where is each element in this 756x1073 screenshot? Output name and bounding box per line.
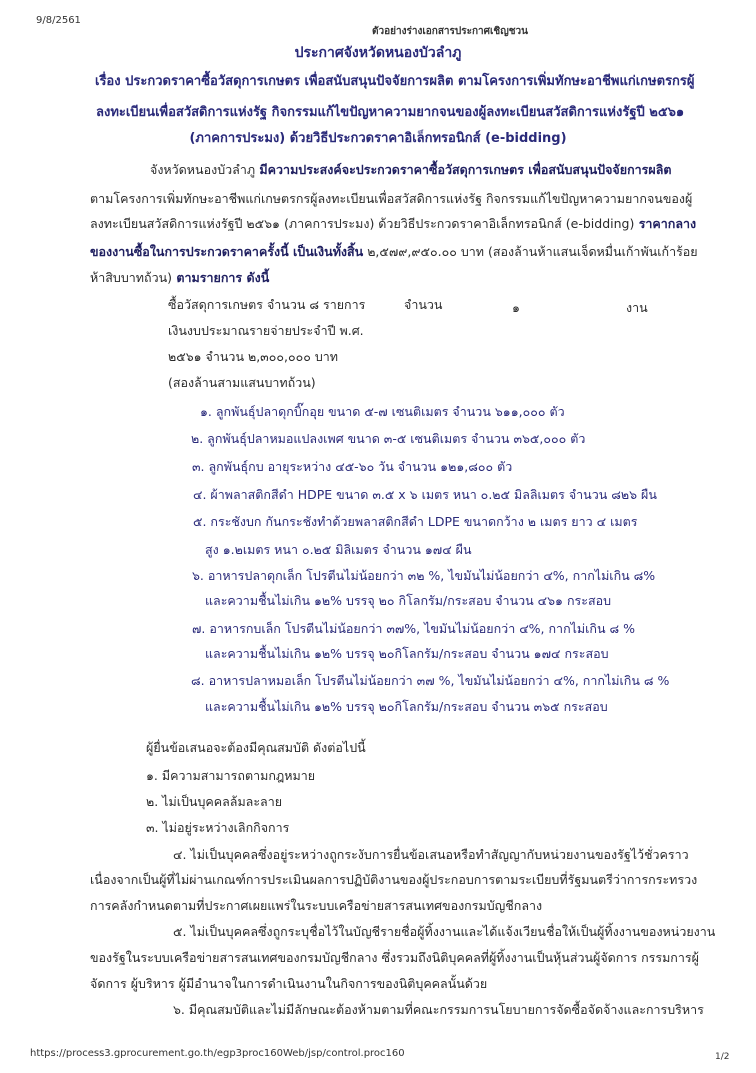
qualifications-heading: ผู้ยื่นข้อเสนอจะต้องมีคุณสมบัติ ดังต่อไปนี้ — [146, 740, 366, 755]
qualification-6: ๖. มีคุณสมบัติและไม่มีลักษณะต้องห้ามตามที่คณะกรรมการนโยบายการจัดซื้อจัดจ้างและการบริหาร — [173, 1002, 704, 1017]
qualification-4-line-3: การคลังกำหนดตามที่ประกาศเผยแพร่ในระบบเครือข่ายสารสนเทศของกรมบัญชีกลาง — [90, 898, 543, 913]
page-title: ประกาศจังหวัดหนองบัวลำภู — [294, 45, 462, 61]
summary-qty-label: จำนวน — [404, 297, 443, 312]
subject-line-3: (ภาคการประมง) ด้วยวิธีประกวดราคาอิเล็กทรอนิกส์ (e-bidding) — [189, 131, 567, 146]
subject-line-1 — [95, 70, 695, 91]
qualification-1: ๑. มีความสามารถตามกฎหมาย — [146, 768, 316, 783]
intro-line-4 — [90, 242, 698, 262]
item-8-line-1: ๘. อาหารปลาหมอเล็ก โปรตีนไม่น้อยกว่า ๓๗ %, ไขมันไม่น้อยกว่า ๔%, กากไม่เกิน ๘ % — [191, 673, 670, 688]
item-7-line-2: และความชื้นไม่เกิน ๑๒% บรรจุ ๒๐กิโลกรัม/กระสอบ จำนวน ๑๗๔ กระสอบ — [205, 646, 609, 661]
print-date: 9/8/2561 — [36, 15, 81, 26]
intro-line-2: ตามโครงการเพิ่มทักษะอาชีพแก่เกษตรกรผู้ลงทะเบียนเพื่อสวัสดิการแห่งรัฐ กิจกรรมแก้ไขปัญหาความยากจนของผู้ — [90, 191, 693, 206]
budget-line-2: ๒๕๖๑ จำนวน ๒,๓๐๐,๐๐๐ บาท — [168, 349, 339, 364]
qualification-5-line-3: จัดการ ผู้บริหาร ผู้มีอำนาจในการดำเนินงานในกิจการของนิติบุคคลนั้นด้วย — [90, 976, 488, 991]
province-name: จังหวัดหนองบัวลำภู — [150, 162, 256, 177]
intro-line-5 — [90, 268, 269, 288]
subject-label: เรื่อง — [95, 74, 121, 89]
draft-label: ตัวอย่างร่างเอกสารประกาศเชิญชวน — [372, 26, 528, 37]
qualification-4-line-2: เนื่องจากเป็นผู้ที่ไม่ผ่านเกณฑ์การประเมินผลการปฏิบัติงานของผู้ประกอบการตามระเบียบที่รัฐมนตรีว่าการกระทรวง — [90, 872, 698, 887]
item-5-line-2: สูง ๑.๒เมตร หนา ๐.๒๕ มิลิเมตร จำนวน ๑๗๔ ผืน — [205, 542, 472, 557]
intro-text-5b: ตามรายการ ดังนี้ — [172, 270, 270, 285]
intro-text-3b: ราคากลาง — [634, 216, 697, 231]
intro-total-amount: ๒,๕๗๙,๙๕๐.๐๐ บาท (สองล้านห้าแสนเจ็ดหมื่นเก้าพันเก้าร้อย — [363, 244, 698, 259]
item-2: ๒. ลูกพันธุ์ปลาหมอแปลงเพศ ขนาด ๓-๕ เซนติเมตร จำนวน ๓๖๕,๐๐๐ ตัว — [191, 431, 586, 446]
summary-qty: ๑ — [512, 300, 520, 315]
item-1: ๑. ลูกพันธุ์ปลาดุกบิ๊กอุย ขนาด ๕-๗ เซนติเมตร จำนวน ๖๑๑,๐๐๐ ตัว — [200, 404, 565, 419]
item-3: ๓. ลูกพันธุ์กบ อายุระหว่าง ๔๕-๖๐ วัน จำนวน ๑๒๑,๘๐๐ ตัว — [192, 459, 513, 474]
page-number: 1/2 — [715, 1052, 730, 1062]
intro-text-1: มีความประสงค์จะประกวดราคาซื้อวัสดุการเกษตร เพื่อสนับสนุนปัจจัยการผลิต — [255, 162, 672, 177]
intro-line-1 — [150, 160, 671, 180]
budget-line-3: (สองล้านสามแสนบาทถ้วน) — [168, 375, 316, 390]
intro-text-4a: ของงานซื้อในการประกวดราคาครั้งนี้ เป็นเงินทั้งสิ้น — [90, 244, 364, 259]
item-6-line-1: ๖. อาหารปลาดุกเล็ก โปรตีนไม่น้อยกว่า ๓๒ %, ไขมันไม่น้อยกว่า ๔%, กากไม่เกิน ๘% — [192, 568, 656, 583]
budget-line-1: เงินงบประมาณรายจ่ายประจำปี พ.ศ. — [168, 323, 364, 338]
item-8-line-2: และความชื้นไม่เกิน ๑๒% บรรจุ ๒๐กิโลกรัม/กระสอบ จำนวน ๓๖๕ กระสอบ — [205, 699, 608, 714]
subject-line-2: ลงทะเบียนเพื่อสวัสดิการแห่งรัฐ กิจกรรมแก้ไขปัญหาความยากจนของผู้ลงทะเบียนสวัสดิการแห่งรัฐปี ๒๕๖๑ — [96, 105, 685, 120]
qualification-3: ๓. ไม่อยู่ระหว่างเลิกกิจการ — [146, 820, 290, 835]
summary-unit: งาน — [626, 300, 648, 315]
summary-label: ซื้อวัสดุการเกษตร จำนวน ๘ รายการ — [168, 297, 366, 312]
source-url-link[interactable]: https://process3.gprocurement.go.th/egp3proc160Web/jsp/control.proc160 — [30, 1048, 405, 1059]
qualification-5-line-1: ๕. ไม่เป็นบุคคลซึ่งถูกระบุชื่อไว้ในบัญชีรายชื่อผู้ทิ้งงานและได้แจ้งเวียนชื่อให้เป็นผู้ทิ้งงานของหน่วยงาน — [173, 924, 716, 939]
item-4: ๔. ผ้าพลาสติกสีดำ HDPE ขนาด ๓.๕ x ๖ เมตร หนา ๐.๒๕ มิลลิเมตร จำนวน ๘๒๖ ผืน — [193, 487, 657, 502]
intro-text-3a: ลงทะเบียนสวัสดิการแห่งรัฐปี ๒๕๖๑ (ภาคการประมง) ด้วยวิธีประกวดราคาอิเล็กทรอนิกส์ (e-bidding) — [90, 216, 635, 231]
intro-line-3 — [90, 214, 696, 234]
item-7-line-1: ๗. อาหารกบเล็ก โปรตีนไม่น้อยกว่า ๓๗%, ไขมันไม่น้อยกว่า ๔%, กากไม่เกิน ๘ % — [192, 621, 636, 636]
intro-text-5a: ห้าสิบบาทถ้วน) — [90, 270, 173, 285]
qualification-5-line-2: ของรัฐในระบบเครือข่ายสารสนเทศของกรมบัญชีกลาง ซึ่งรวมถึงนิติบุคคลที่ผู้ทิ้งงานเป็นหุ้นส่วนผู้จัดการ กรรมการผู้ — [90, 950, 699, 965]
item-6-line-2: และความชื้นไม่เกิน ๑๒% บรรจุ ๒๐ กิโลกรัม/กระสอบ จำนวน ๔๖๑ กระสอบ — [205, 593, 612, 608]
item-5-line-1: ๕. กระชังบก กันกระชังทำด้วยพลาสติกสีดำ LDPE ขนาดกว้าง ๒ เมตร ยาว ๔ เมตร — [193, 514, 638, 529]
qualification-4-line-1: ๔. ไม่เป็นบุคคลซึ่งอยู่ระหว่างถูกระงับการยื่นข้อเสนอหรือทำสัญญากับหน่วยงานของรัฐไว้ชั่วคราว — [173, 847, 689, 862]
subject-text-1: ประกวดราคาซื้อวัสดุการเกษตร เพื่อสนับสนุนปัจจัยการผลิต ตามโครงการเพิ่มทักษะอาชีพแก่เกษตรกรผู้ — [125, 74, 695, 89]
qualification-2: ๒. ไม่เป็นบุคคลล้มละลาย — [146, 794, 283, 809]
